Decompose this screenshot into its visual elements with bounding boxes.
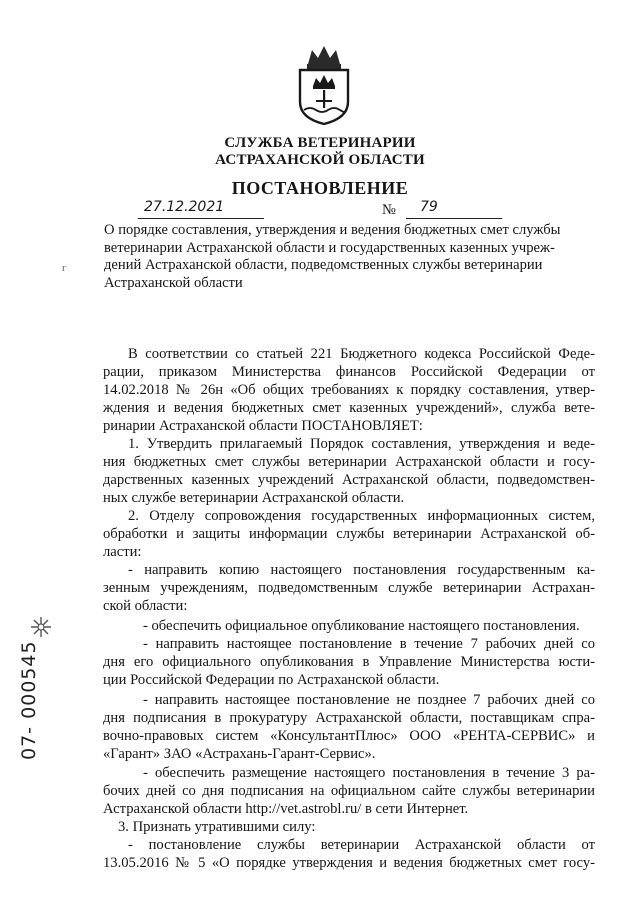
document-type-title: ПОСТАНОВЛЕНИЕ [231, 178, 409, 198]
subject-line: О порядке составления, утверждения и ведения бюджетных смет службы [104, 222, 561, 238]
subject-line: дений Астраханской области, подведомственных службы ветеринарии [104, 257, 543, 274]
body-line: 1. Утвердить прилагаемый Порядок составления, утверждения и веде- [128, 436, 595, 452]
body-line: обработки и защиты информации службы ветеринарии Астраханской об- [103, 526, 595, 542]
document-subject [104, 222, 598, 292]
body-line: вочно-правовых систем «КонсультантПлюс» ООО «РЕНТА-СЕРВИС» и [103, 728, 595, 744]
body-line: ных службе ветеринарии Астраханской области. [103, 490, 405, 506]
body-line: дня его официального опубликования в Управление Министерства юсти- [103, 654, 595, 670]
body-line: - направить копию настоящего постановления государственным ка- [128, 562, 595, 578]
body-line: ласти: [103, 544, 142, 560]
body-line: рации, приказом Министерства финансов Российской Федерации от [103, 364, 595, 380]
body-line: ния бюджетных смет службы ветеринарии Астраханской области и госу- [103, 454, 595, 470]
body-line: дня подписания в прокуратуру Астраханской области, поставщикам спра- [103, 710, 595, 726]
body-line: 13.05.2016 № 5 «О порядке утверждения и ведения бюджетных смет госу- [103, 855, 595, 871]
body-line: В соответствии со статьей 221 Бюджетного кодекса Российской Феде- [128, 346, 595, 362]
body-line: - направить настоящее постановление в течение 7 рабочих дней со [143, 636, 595, 652]
body-line: - постановление службы ветеринарии Астраханской области от [128, 837, 595, 853]
body-line: ринарии Астраханской области ПОСТАНОВЛЯЕТ: [103, 418, 423, 434]
registration-stamp: 07- 000545 [18, 640, 40, 760]
body-line: «Гарант» ЗАО «Астрахань-Гарант-Сервис». [103, 746, 376, 762]
date-field [138, 200, 264, 219]
body-line: 2. Отделу сопровождения государственных информационных систем, [128, 508, 595, 524]
body-line: - обеспечить размещение настоящего постановления в течение 3 ра- [143, 765, 595, 781]
number-label: № [382, 202, 396, 218]
number-field [406, 200, 502, 219]
body-line: 14.02.2018 № 26н «Об общих требованиях к порядку составления, утвер- [103, 382, 595, 398]
margin-star-icon [30, 616, 52, 638]
body-line: ской области: [103, 598, 188, 614]
subject-line: ветеринарии Астраханской области и государственных казенных учреж- [104, 239, 555, 256]
body-line: ждения и ведения бюджетных смет казенных учреждений», служба вете- [103, 400, 595, 416]
organization-name-line1: СЛУЖБА ВЕТЕРИНАРИИ [224, 135, 416, 151]
body-line: - обеспечить официальное опубликование настоящего постановления. [143, 618, 580, 634]
body-line: Астраханской области http://vet.astrobl.ru/ в сети Интернет. [103, 801, 469, 817]
body-line: 3. Признать утратившими силу: [118, 819, 316, 835]
body-line: бочих дней со дня подписания на официальном сайте службы ветеринарии [103, 783, 595, 799]
body-line: дарственных казенных учреждений Астраханской области, подведомствен- [103, 472, 595, 488]
subject-line: Астраханской области [104, 274, 243, 291]
date-handwritten: 27.12.2021 [144, 199, 225, 215]
number-handwritten: 79 [420, 199, 438, 215]
organization-name-line2: АСТРАХАНСКОЙ ОБЛАСТИ [215, 152, 425, 168]
margin-mark: г [62, 262, 67, 274]
body-line: зенным учреждениям, подведомственным службе ветеринарии Астрахан- [103, 580, 595, 596]
body-line: ции Российской Федерации по Астраханской области. [103, 672, 440, 688]
coat-of-arms-emblem [294, 42, 354, 126]
body-line: - направить настоящее постановление не позднее 7 рабочих дней со [143, 692, 595, 708]
